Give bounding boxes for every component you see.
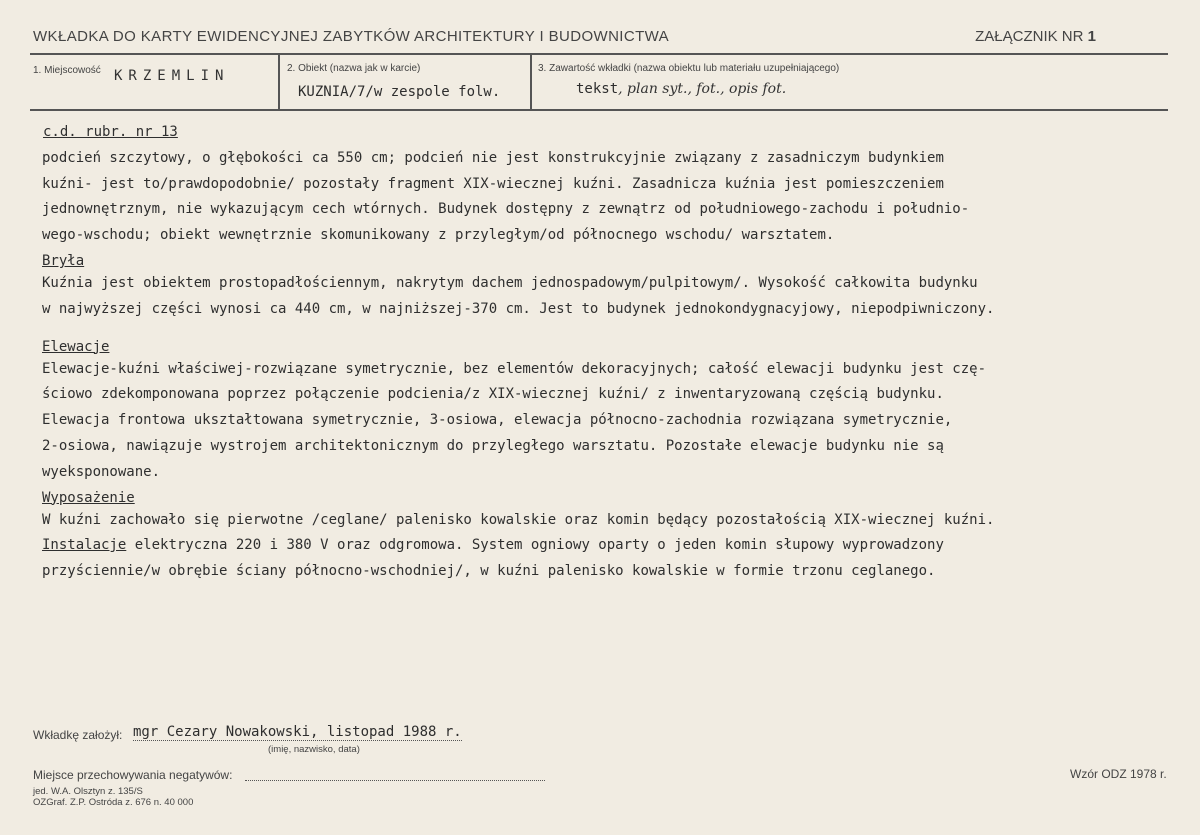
field-divider-1 — [278, 54, 280, 110]
blank-line — [42, 327, 1192, 339]
prepared-by-hint: (imię, nazwisko, data) — [268, 744, 360, 755]
negatives-label: Miejsce przechowywania negatywów: — [33, 768, 233, 782]
print-info-2: OZGraf. Z.P. Ostróda z. 676 n. 40 000 — [33, 797, 194, 808]
object-value: KUZNIA/7/w zespole folw. — [298, 84, 501, 100]
body-line: kuźni- jest to/prawdopodobnie/ pozostały fragment XIX-wiecznej kuźni. Zasadnicza kuźnia jest pomieszczeniem — [42, 175, 944, 192]
body-line: Kuźnia jest obiektem prostopadłościennym, nakrytym dachem jednospadowym/pulpitowym/. Wysokość całkowita budynku — [42, 274, 978, 291]
section-heading-bryla: Bryła — [42, 252, 85, 269]
annex-label-text: ZAŁĄCZNIK NR — [975, 28, 1084, 45]
body-line: wego-wschodu; obiekt wewnętrznie skomunikowany z przyległym/od północnego wschodu/ warsztatem. — [42, 227, 835, 244]
contents-value — [576, 80, 786, 98]
body-line: 2-osiowa, nawiązuje wystrojem architektonicznym do przyległego warsztatu. Pozostałe elewacje budynku nie są — [42, 437, 944, 454]
model-label: Wzór ODZ 1978 r. — [1070, 767, 1167, 781]
body-text — [42, 124, 1192, 589]
contents-handwritten: , plan syt., fot., opis fot. — [618, 81, 787, 97]
header-rule-top — [30, 53, 1168, 55]
print-info-1: jed. W.A. Olsztyn z. 135/S — [33, 786, 143, 797]
annex-label — [975, 28, 1096, 45]
section-heading-elewacje: Elewacje — [42, 338, 110, 355]
locality-label: 1. Miejscowość — [33, 65, 101, 76]
body-line: jednownętrznym, nie wykazującym cech wtórnych. Budynek dostępny z zewnątrz od południowego-zachodu i południo- — [42, 201, 970, 218]
prepared-by-value: mgr Cezary Nowakowski, listopad 1988 r. — [133, 724, 462, 740]
body-line: w najwyższej części wynosi ca 440 cm, w najniższej-370 cm. Jest to budynek jednokondygnacyjowy, niepodpiwniczony. — [42, 300, 995, 317]
contents-typed: tekst — [576, 81, 619, 97]
negatives-dotted-line — [245, 780, 545, 781]
body-line: ściowo zdekomponowana poprzez połączenie podcienia/z XIX-wiecznej kuźni/ z inwentaryzowaną częścią budynku. — [42, 386, 944, 403]
object-label: 2. Obiekt (nazwa jak w karcie) — [287, 63, 421, 74]
body-line: przyściennie/w obrębie ściany północno-wschodniej/, w kuźni palenisko kowalskie w formie trzonu ceglanego. — [42, 563, 936, 580]
body-line: Elewacje-kuźni właściwej-rozwiązane symetrycznie, bez elementów dekoracyjnych; całość elewacji budynku jest czę- — [42, 360, 987, 377]
section-heading-instalacje: Instalacje — [42, 537, 127, 554]
body-line: podcień szczytowy, o głębokości ca 550 cm; podcień nie jest konstrukcyjnie związany z zasadniczym budynkiem — [42, 149, 944, 166]
field-divider-2 — [530, 54, 532, 110]
form-title: WKŁADKA DO KARTY EWIDENCYJNEJ ZABYTKÓW ARCHITEKTURY I BUDOWNICTWA — [33, 28, 670, 45]
header-rule-bottom — [30, 109, 1168, 111]
body-line: Elewacja frontowa ukształtowana symetrycznie, 3-osiowa, elewacja północno-zachodnia rozwiązana symetrycznie, — [42, 412, 953, 429]
section-heading-continuation: c.d. rubr. nr 13 — [43, 124, 178, 140]
installations-text: elektryczna 220 i 380 V oraz odgromowa. System ogniowy oparty o jeden komin słupowy wyprowadzony — [126, 537, 944, 554]
section-heading-wyposazenie: Wyposażenie — [42, 489, 135, 506]
body-line-installations — [42, 537, 1192, 563]
locality-value: KRZEMLIN — [114, 68, 230, 84]
prepared-by-label: Wkładkę założył: — [33, 728, 123, 742]
body-line: W kuźni zachowało się pierwotne /ceglane/ palenisko kowalskie oraz komin będący pozostałością XIX-wiecznej kuźni. — [42, 511, 995, 528]
contents-label: 3. Zawartość wkładki (nazwa obiektu lub materiału uzupełniającego) — [538, 63, 840, 74]
annex-number: 1 — [1087, 28, 1096, 45]
body-line: wyeksponowane. — [42, 463, 161, 480]
